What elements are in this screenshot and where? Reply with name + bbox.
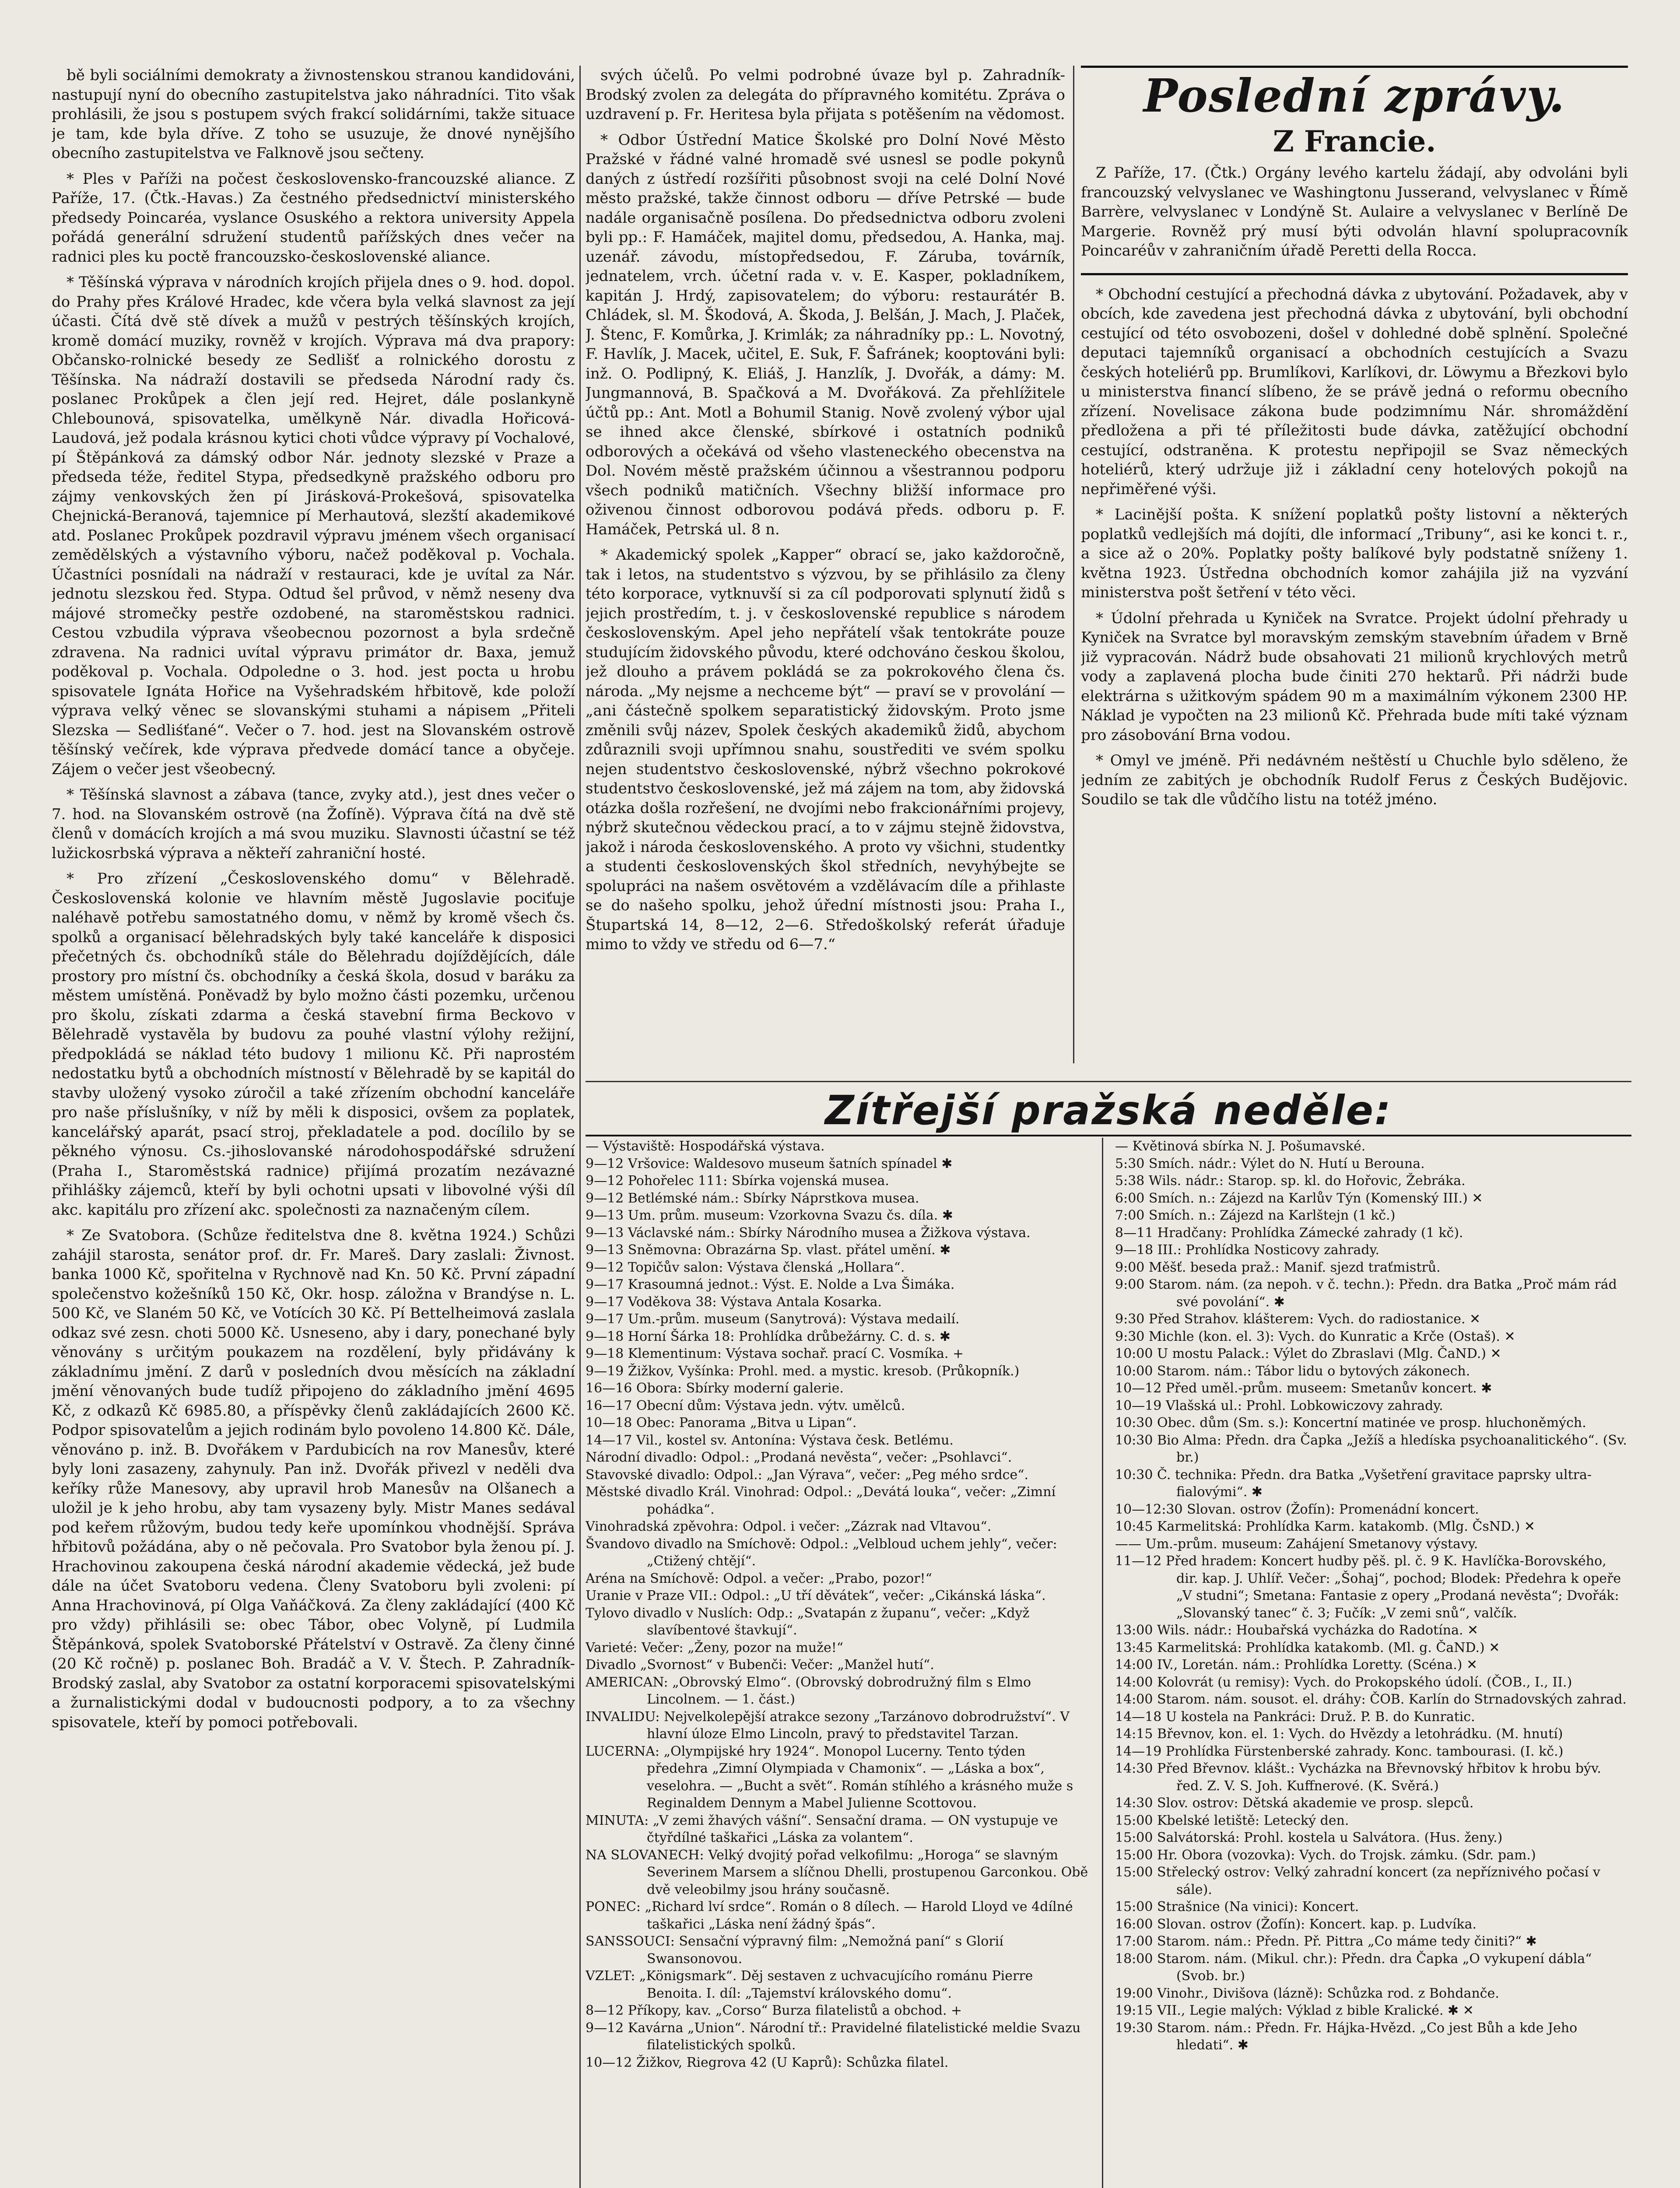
- program-entry: 14—17 Vil., kostel sv. Antonína: Výstava česk. Betlému.: [586, 1432, 954, 1448]
- program-entry: 9:30 Michle (kon. el. 3): Vych. do Kunratic a Krče (Ostaš). ✕: [1115, 1329, 1515, 1344]
- program-entry: 10—12 Žižkov, Riegrova 42 (U Kaprů): Schůzka filatel.: [586, 2055, 949, 2070]
- article: bě byli sociálními demokraty a živnostenskou stranou kandidováni, nastupují nyní do obecního zastupitelstva jako náhradníci. Tito však prohlásili, že jsou s postupem svých frakcí solidárními, takže situace je tam, kde byla dříve. Z toho se usuzuje, že dnové nynějšího obecního zastupitelstva ve Falknově jsou sečteny.: [52, 67, 575, 162]
- program-entry: 16:00 Slovan. ostrov (Žofín): Koncert. kap. p. Ludvíka.: [1115, 1916, 1477, 1932]
- latest-news-subtitle: Z Francie.: [1273, 124, 1436, 158]
- article: * Pro zřízení „Československého domu“ v Bělehradě. Československá kolonie ve hlavním městě Jugoslavie pociťuje naléhavě potřebu samostatného domu, v němž by kromě všech čs. spolků a organisací bělehradských byly také kanceláře k disposici přečetných čs. obchodníků stále do Bělehradu dojíždějících, dále prostory pro místní čs. obchodníky a česká škola, dosud v baráku za městem umístěná. Poněvadž by bylo možno části pozemku, určenou pro školu, získati zdarma a česká stavební firma Beckovo v Bělehradě vystavěla by budovu za pouhé vlastní výlohy režijní, předpokládá se náklad této budovy 1 milionu Kč. Při naprostém nedostatku bytů a obchodních místností v Bělehradě by se kapitál do stavby uložený vysoko zúročil a také zřízením obchodní kanceláře pro naše příslušníky, v níž by měli k disposici, ovšem za poplatek, kancelářský aparát, psací stroj, překladatele a pod. docílilo by se pěkného výnosu. Cs.-jihoslovanské národohospodářské sdružení (Praha I., Staroměstská radnice) přijímá prozatím nezávazné přihlášky zájemců, kteří by byli ochotni upsati v libovolné výši díl akc. kapitálu pro zřízení akc. společnosti za naznačeným cílem.: [52, 870, 575, 1219]
- program-entry: 9—17 Voděkova 38: Výstava Antala Kosarka.: [586, 1294, 882, 1310]
- program-entry: 9—18 Horní Šárka 18: Prohlídka drůbežárny. C. d. s. ✱: [586, 1329, 950, 1344]
- program-entry: 19:00 Vinohr., Divišova (lázně): Schůzka rod. z Bohdanče.: [1115, 1985, 1499, 2001]
- program-entry: — Květinová sbírka N. J. Pošumavské.: [1115, 1139, 1366, 1154]
- program-entry: 14:30 Před Břevnov. klášt.: Vycházka na Břevnovský hřbitov k hrobu býv. řed. Z. V. S. Joh. Kuffnerové. (K. Svěrá.): [1115, 1761, 1601, 1794]
- program-entry: 14:00 Starom. nám. sousot. el. dráhy: ČOB. Karlín do Strnadovských zahrad.: [1115, 1692, 1627, 1707]
- program-entry: Varieté: Večer: „Ženy, pozor na muže!“: [586, 1640, 844, 1655]
- program-entry: 9—17 Um.-prům. museum (Sanytrová): Výstava medailí.: [586, 1311, 960, 1327]
- program-entry: 15:00 Salvátorská: Prohl. kostela u Salvátora. (Hus. ženy.): [1115, 1830, 1503, 1845]
- program-entry: 9:30 Před Strahov. klášterem: Vych. do radiostanice. ✕: [1115, 1311, 1481, 1327]
- program-entry: 14—19 Prohlídka Fürstenberské zahrady. Konc. tambourasi. (I. kč.): [1115, 1743, 1564, 1759]
- latest-news-section: [1081, 66, 1628, 1063]
- program-entry: 9—12 Topičův salon: Výstava členská „Hollara“.: [586, 1259, 905, 1275]
- article: * Ze Svatobora. (Schůze ředitelstva dne 8. května 1924.) Schůzi zahájil starosta, senátor prof. dr. Fr. Mareš. Dary zaslali: Živnost. banka 1000 Kč, spořitelna v Rychnově nad Kn. 50 Kč. První západní společenstvo kožešníků 150 Kč, Okr. hosp. záložna v Brandýse n. L. 500 Kč, ve Slaném 50 Kč, ve Votících 30 Kč. Pí Bettelheimová zaslala odkaz své zesn. choti 5000 Kč. Usneseno, aby i dary, ponechané byly věnovány s určitým poukazem na rozdělení, byly přidávány k základnímu jmění. Z darů v posledních dvou měsících na základní jmění věnovaných bude tudíž připojeno do základního jmění 4695 Kč, z odkazů Kč 6985.80, a příspěvky členů zakládajících 2600 Kč. Podpor spisovatelům a jejich rodinám bylo povoleno 14.800 Kč. Dále, věnováno p. inž. B. Dvořákem v Pardubicích na rov Manesův, které byly loni zasazeny, zahynuly. Pan inž. Dvořák přivezl v neděli dva keříky růže Manesovy, aby upravil hrob Manesův na Olšanech a uložil je k jeho hrobu, aby tam vysazeny byly. Mistr Manes sedával pod keřem růžovým, budou tedy keře upomínkou vhodnější. Správa hřbitovů požádána, aby o ně pečovala. Pro Svatobor byla ženou pí. J. Hrachovinou zakoupena česká národní akademie vědecká, jež bude dále na účet Svatoboru vedena. Členy Svatoboru byli zvoleni: pí Anna Hrachovinová, pí Olga Vaňáčková. Za členy zakládající (400 Kč pro vždy) přihlásili se: obec Tábor, obec Volyně, pí Ludmila Štěpánková, spolek Svatoborské Přátelství v Ostravě. Za členy činné (20 Kč ročně) p. poslanec Boh. Bradáč a V. V. Štech. P. Zahradník-Brodský zaslal, aby Svatobor za ostatní korporacemi spisovatelskými a žurnalistickými dodal v budoucnosti podpory, a to za všechny spisovatele, kteří by pomoci potřebovali.: [52, 1227, 575, 1731]
- program-entry: 5:30 Smích. nádr.: Výlet do N. Hutí u Berouna.: [1115, 1156, 1425, 1171]
- program-entry: NA SLOVANECH: Velký dvojitý pořad velkofilmu: „Horoga“ se slavným Severinem Marsem a slíčnou Dhelli, prostupenou Garconkou. Obě dvě veleobilmy jsou hrány současně.: [586, 1847, 1088, 1897]
- program-entry: 13:00 Wils. nádr.: Houbařská vycházka do Radotína. ✕: [1115, 1623, 1479, 1638]
- program-entry: 15:00 Kbelské letiště: Letecký den.: [1115, 1813, 1349, 1828]
- article: * Odbor Ústřední Matice Školské pro Dolní Nové Město Pražské v řádné valné hromadě své usnesl se podle pokynů daných z ústředí rozšířiti působnost svoji na celé Dolní Nové město pražské, takže činnost odboru — dříve Petrské — bude nadále organisačně posílena. Do předsednictva odboru zvoleni byli pp.: F. Hamáček, majitel domu, předsedou, A. Hanka, maj. uzenář. závodu, místopředsedou, F. Záruba, továrník, jednatelem, vrch. účetní rada v. v. E. Kasper, pokladníkem, kapitán J. Hrdý, zapisovatelem; do výboru: restaurátér B. Chládek, sl. M. Škodová, A. Škoda, J. Belšán, J. Mach, J. Plaček, J. Štenc, F. Komůrka, J. Krimlák; za náhradníky pp.: L. Novotný, F. Havlík, J. Macek, učitel, E. Suk, F. Šafránek; kooptováni byli: inž. O. Podlipný, K. Eliáš, J. Hanzlík, J. Dvořák, a dámy: M. Jungmannová, B. Spačková a M. Dvořáková. Za přehlížitele účtů pp.: Ant. Motl a Bohumil Stanig. Nově zvolený výbor ujal se ihned akce členské, sbírkové i ostatních podniků odborových a očekává od všeho vlasteneckého obecenstva na Dol. Novém městě pražském účinnou a všestrannou podporu všech podniků matičních. Všechny bližší informace pro oživenou činnost odborovou podává předs. odboru p. F. Hamáček, Petrská ul. 8 n.: [586, 131, 1065, 538]
- program-entry: 15:00 Střelecký ostrov: Velký zahradní koncert (za nepříznivého počasí v sále).: [1115, 1865, 1600, 1897]
- program-entry: 10:45 Karmelitská: Prohlídka Karm. katakomb. (Mlg. ČsND.) ✕: [1115, 1519, 1535, 1534]
- program-entry: 10—12 Před uměl.-prům. museem: Smetanův koncert. ✱: [1115, 1381, 1492, 1396]
- program-entry: 9:00 Starom. nám. (za nepoh. v č. techn.): Předn. dra Batka „Proč mám rád své povolání“. ✱: [1115, 1277, 1617, 1310]
- program-entry: 8—12 Příkopy, kav. „Corso“ Burza filatelistů a obchod. +: [586, 2003, 962, 2018]
- column-divider: [579, 66, 581, 2188]
- program-entry: 13:45 Karmelitská: Prohlídka katakomb. (Ml. g. ČaND.) ✕: [1115, 1640, 1500, 1655]
- program-entry: 7:00 Smích. n.: Zájezd na Karlštejn (1 kč.): [1115, 1208, 1396, 1223]
- program-entry: 9—18 III.: Prohlídka Nosticovy zahrady.: [1115, 1242, 1380, 1258]
- program-entry: 11—12 Před hradem: Koncert hudby pěš. pl. č. 9 K. Havlíčka-Borovského, dir. kap. J. Uhlíř. Večer: „Šohaj“, pochod; Blodek: Předehra k opeře „V studni“; Smetana: Fantasie z opery „Prodaná nevěsta“; Dvořák: „Slovanský tanec“ č. 3; Fučík: „V zemi snů“, valčík.: [1115, 1553, 1621, 1621]
- program-entry: 9:00 Měšť. beseda praž.: Manif. sjezd traťmistrů.: [1115, 1259, 1441, 1275]
- program-entry: 18:00 Starom. nám. (Mikul. chr.): Předn. dra Čapka „O vykupení dábla“ (Svob. br.): [1115, 1951, 1592, 1984]
- program-entry: 19:15 VII., Legie malých: Výklad z bible Kralické. ✱ ✕: [1115, 2003, 1474, 2018]
- program-entry: Národní divadlo: Odpol.: „Prodaná nevěsta“, večer: „Psohlavci“.: [586, 1450, 1012, 1465]
- program-entry: Švandovo divadlo na Smíchově: Odpol.: „Velbloud uchem jehly“, večer: „Ctižený chtějí“.: [586, 1536, 1057, 1569]
- program-entry: — Výstaviště: Hospodářská výstava.: [586, 1139, 825, 1154]
- program-entry: 10:30 Bio Alma: Předn. dra Čapka „Ježíš a hledíska psychoanalitického“. (Sv. br.): [1115, 1432, 1627, 1465]
- program-entry: 10—18 Obec: Panorama „Bitva u Lipan“.: [586, 1415, 857, 1431]
- column-left: [52, 66, 575, 2188]
- latest-news-header: [1081, 66, 1628, 275]
- program-entry: 9—13 Um. prům. museum: Vzorkovna Svazu čs. díla. ✱: [586, 1208, 953, 1223]
- program-entry: 9—12 Pohořelec 111: Sbírka vojenská musea.: [586, 1173, 889, 1189]
- program-entry: 10:30 Obec. dům (Sm. s.): Koncertní matinée ve prosp. hluchoněmých.: [1115, 1415, 1586, 1431]
- program-entry: 17:00 Starom. nám.: Předn. Př. Pittra „Co máme tedy činiti?“ ✱: [1115, 1934, 1537, 1949]
- program-entry: 9—18 Klementinum: Výstava sochař. prací C. Vosmíka. +: [586, 1346, 964, 1361]
- news-item: * Údolní přehrada u Kyniček na Svratce. Projekt údolní přehrady u Kyniček na Svratce byl moravským zemským stavebním úřadem v Brně již vypracován. Nádrž bude obsahovati 21 milionů krychlových metrů vody a zaplavená plocha bude činiti 270 hektarů. Při nádrži bude elektrárna s užitkovým spádem 90 m a maximálním výkonem 2300 HP. Náklad je vypočten na 23 milionů Kč. Přehrada bude míti také význam pro zásobování Brna vodou.: [1081, 609, 1628, 744]
- latest-news-lead: Z Paříže, 17. (Čtk.) Orgány levého kartelu žádají, aby odvoláni byli francouzský velvyslanec ve Washingtonu Jusserand, velvyslanec v Římě Barrère, velvyslanec v Londýně St. Aulaire a velvyslanec v Berlíně De Margerie. Rovněž prý musí býti odvolán hlavní spolupracovník Poincaréův v zahraničním úřadě Peretti della Rocca.: [1081, 164, 1628, 259]
- article: * Ples v Paříži na počest československo-francouzské aliance. Z Paříže, 17. (Čtk.-Havas.) Za čestného předsednictví ministerského předsedy Poincaréa, vyslance Osuského a rektora university Appela pořádá generální sdružení studentů pařížských dnes večer na radnici ples ku poctě francouzsko-československé aliance.: [52, 170, 575, 266]
- program-entry: 8—11 Hradčany: Prohlídka Zámecké zahrady (1 kč).: [1115, 1225, 1463, 1241]
- program-entry: 9—12 Vršovice: Waldesovo museum šatních spínadel ✱: [586, 1156, 953, 1171]
- program-entry: 9—17 Krasoumná jednot.: Výst. E. Nolde a Lva Šimáka.: [586, 1277, 955, 1292]
- column-middle: [586, 66, 1065, 1063]
- article: * Akademický spolek „Kapper“ obrací se, jako každoročně, tak i letos, na studentstvo s výzvou, by se přihlásilo za členy této korporace, vytknuvší si za cíl podporovati splynutí židů s jejich prostředím, t. j. v československé republice s národem československým. Apel jeho nepřátelí však tentokráte pouze studujícím židovského původu, které odchováno českou školou, jež dlouho a právem pokládá se za pokrokového člena čs. národa. „My nejsme a nechceme být“ — praví se v provolání — „ani částečně spolkem separatistický židovským. Proto jsme změnili svůj název, Spolek českých akademiků židů, abychom zdůraznili svoji upřímnou snahu, soustřediti ve svém spolku nejen studentstvo československé, nýbrž všechno pokrokové studentstvo československé, jež má zájem na tom, aby židovská otázka došla rozřešení, ne dvojími nebo frakcionářními projevy, nýbrž skutečnou vědeckou prací, a to v zájmu stejně židovstva, jakož i národa československého. A proto vy všichni, studentky a studenti československých škol středních, nevyhýbejte se spolupráci na našem osvětovém a vzdělávacím díle a přihlaste se do našeho spolku, jehož úřední místnosti jsou: Praha I., Štupartská 14, 8—12, 2—6. Středoškolský referát úřaduje mimo to vždy ve středu od 6—7.“: [586, 546, 1065, 953]
- news-item: * Omyl ve jméně. Při nedávném neštěstí u Chuchle bylo sděleno, že jedním ze zabitých je obchodník Rudolf Ferus z Českých Budějovic. Soudilo se tak dle vůdčího listu na totéž jméno.: [1081, 752, 1628, 808]
- program-entry: Divadlo „Svornost“ v Bubenči: Večer: „Manžel hutí“.: [586, 1657, 934, 1673]
- program-entry: 10:00 Starom. nám.: Tábor lidu o bytových zákonech.: [1115, 1363, 1470, 1379]
- program-entry: 5:38 Wils. nádr.: Starop. sp. kl. do Hořovic, Žebráka.: [1115, 1173, 1466, 1189]
- program-entry: INVALIDU: Nejvelkolepější atrakce sezony „Tarzánovo dobrodružství“. V hlavní úloze Elmo Lincoln, pravý to představitel Tarzan.: [586, 1709, 1070, 1742]
- program-entry: 19:30 Starom. nám.: Předn. Fr. Hájka-Hvězd. „Co jest Bůh a kde Jeho hledati“. ✱: [1115, 2020, 1578, 2053]
- program-entry: 14:00 IV., Loretán. nám.: Prohlídka Loretty. (Scéna.) ✕: [1115, 1657, 1478, 1673]
- program-entry: 14—18 U kostela na Pankráci: Druž. P. B. do Kunratic.: [1115, 1709, 1475, 1725]
- program-left-list: [586, 1138, 1089, 2188]
- section-divider: [586, 1081, 1631, 1082]
- program-entry: 10—19 Vlašská ul.: Prohl. Lobkowiczovy zahrady.: [1115, 1398, 1443, 1413]
- program-entry: AMERICAN: „Obrovský Elmo“. (Obrovský dobrodružný film s Elmo Lincolnem. — 1. část.): [586, 1674, 1031, 1707]
- program-entry: —— Um.-prům. museum: Zahájení Smetanovy výstavy.: [1115, 1536, 1478, 1552]
- program-entry: VZLET: „Königsmark“. Děj sestaven z uchvacujícího románu Pierre Benoita. I. díl: „Tajemství královského domu“.: [586, 1968, 1033, 2001]
- program-entry: 14:00 Kolovrát (u remisy): Vych. do Prokopského údolí. (ČOB., I., II.): [1115, 1674, 1572, 1690]
- program-entry: 15:00 Hr. Obora (vozovka): Vych. do Trojsk. zámku. (Sdr. pam.): [1115, 1847, 1536, 1863]
- latest-news-title: Poslední zprávy.: [1143, 69, 1566, 123]
- program-entry: Vinohradská zpěvohra: Odpol. i večer: „Zázrak nad Vltavou“.: [586, 1519, 992, 1534]
- program-entry: Stavovské divadlo: Odpol.: „Jan Výrava“, večer: „Peg mého srdce“.: [586, 1467, 1029, 1483]
- program-entry: 10:00 U mostu Palack.: Výlet do Zbraslavi (Mlg. ČaND.) ✕: [1115, 1346, 1501, 1361]
- article: * Těšínská výprava v národních krojích přijela dnes o 9. hod. dopol. do Prahy přes Králové Hradec, kde včera byla velká slavnost za její účasti. Čítá dvě stě dívek a mužů v pestrých těšínských krojích, kromě domácí muziky, rovněž v krojích. Výprava má dva prapory: Občansko-rolnické besedy ze Sedlišť a rolnického dorostu z Těšínska. Na nádraží dostavili se předseda Národní rady čs. poslanec Prokůpek a člen její red. Hejret, dále poslankyně Chlebounová, spisovatelka, umělkyně Nár. divadla Hořicová-Laudová, jež podala krásnou kytici choti vůdce výpravy pí Vochalové, pí Štěpánková za dámský odbor Nár. jednoty slezské v Praze a předseda téže, ředitel Stypa, předsedkyně pražského odboru pro zájmy venkovských žen pí Jirásková-Prokešová, spisovatelka Chejnická-Beranová, tajemnice pí Merhautová, slezští akademikové atd. Poslanec Prokůpek pozdravil výpravu jménem všech organisací zemědělských a výstavního výboru, načež poděkoval p. Vochala. Účastníci posnídali na nádraží v restauraci, kde je uvítal za Nár. jednotu slezskou řed. Stypa. Odtud šel průvod, v němž neseny dva májové stromečky pestře ozdobené, na staroměstskou radnici. Cestou vzbudila výprava všeobecnou pozornost a byla srdečně zdravena. Na radnici uvítal výpravu primátor dr. Baxa, jemuž poděkoval p. Vochala. Odpoledne o 3. hod. jest pocta u hrobu spisovatele Ignáta Hořice na Vyšehradském hřbitově, kde položí výprava velký věnec se slovanskými stuhami a nápisem „Přiteli Slezska — Sedliśťané“. Večer o 7. hod. jest na Slovanském ostrově těšínský večírek, kde výprava předvede domácí tance a obyčeje. Zájem o večer jest všeobecný.: [52, 274, 575, 778]
- sunday-program-title: Zítřejší pražská neděle:: [586, 1087, 1631, 1136]
- program-entry: 9—19 Žižkov, Vyšínka: Prohl. med. a mystic. kresob. (Průkopník.): [586, 1363, 1020, 1379]
- program-entry: 16—16 Obora: Sbírky moderní galerie.: [586, 1381, 844, 1396]
- program-entry: Městské divadlo Král. Vinohrad: Odpol.: „Devátá louka“, večer: „Zimní pohádka“.: [586, 1484, 1056, 1517]
- article: * Těšínská slavnost a zábava (tance, zvyky atd.), jest dnes večer o 7. hod. na Slovanském ostrově (na Žofíně). Výprava čítá na dvě stě členů v domácích krojích a má svou muziku. Slavnosti účastní se též lužickosrbská výprava a někteří zahraniční hosté.: [52, 786, 575, 862]
- program-right-list: [1115, 1138, 1631, 2188]
- program-entry: PONEC: „Richard lví srdce“. Román o 8 dílech. — Harold Lloyd ve 4dílné taškařici „Láska není žádný špás“.: [586, 1899, 1073, 1932]
- program-entry: Uranie v Praze VII.: Odpol.: „U tří děvátek“, večer: „Cikánská láska“.: [586, 1588, 1046, 1603]
- column-divider: [1102, 1138, 1103, 2188]
- news-item: * Obchodní cestující a přechodná dávka z ubytování. Požadavek, aby v obcích, kde zavedena jest přechodná dávka z ubytování, byli obchodní cestující od této osvobozeni, došel v dohledné době splnění. Společné deputaci tajemníků organisací a obchodních cestujících a Svazu českých hoteliérů pp. Brumlíkovi, Karlíkovi, dr. Löwymu a Březkovi bylo u ministerstva financí slíbeno, že se právě jedná o reformu obecního zřízení. Novelisace zákona bude podzimnímu Nár. shromáždění předložena a při té příležitosti bude dávka, zatěžující obchodní cestující, odstraněna. K protestu nepřipojil se Svaz německých hoteliérů, který udržuje již i základní ceny hotelových pokojů na nepřiměřené výši.: [1081, 285, 1628, 498]
- program-entry: 16—17 Obecní dům: Výstava jedn. výtv. umělců.: [586, 1398, 905, 1413]
- program-entry: Aréna na Smíchově: Odpol. a večer: „Prabo, pozor!“: [586, 1571, 932, 1586]
- sunday-program-section: [586, 1076, 1631, 2188]
- program-entry: 14:15 Břevnov, kon. el. 1: Vych. do Hvězdy a letohrádku. (M. hnutí): [1115, 1726, 1563, 1742]
- program-entry: 9—13 Sněmovna: Obrazárna Sp. vlast. přátel umění. ✱: [586, 1242, 951, 1258]
- program-entry: 9—13 Václavské nám.: Sbírky Národního musea a Žižkova výstava.: [586, 1225, 1031, 1241]
- program-entry: 6:00 Smích. n.: Zájezd na Karlův Týn (Komenský III.) ✕: [1115, 1190, 1483, 1206]
- program-entry: 15:00 Strašnice (Na vinici): Koncert.: [1115, 1899, 1359, 1914]
- program-entry: 10—12:30 Slovan. ostrov (Žofín): Promenádní koncert.: [1115, 1501, 1479, 1517]
- program-entry: 14:30 Slov. ostrov: Dětská akademie ve prosp. slepců.: [1115, 1795, 1474, 1811]
- article: svých účelů. Po velmi podrobné úvaze byl p. Zahradník-Brodský zvolen za delegáta do přípravného komitétu. Zpráva o uzdravení p. Fr. Heritesa byla přijata s potěšením na vědomost.: [586, 67, 1065, 123]
- column-divider: [1073, 66, 1074, 1063]
- program-entry: 9—12 Kavárna „Union“. Národní tř.: Pravidelné filatelistické meldie Svazu filatelistických spolků.: [586, 2020, 1081, 2053]
- program-entry: Tylovo divadlo v Nuslích: Odp.: „Svatapán z županu“, večer: „Když slavíbentové štavkují“.: [586, 1605, 1030, 1638]
- program-entry: 10:30 Č. technika: Předn. dra Batka „Vyšetření gravitace paprsky ultra-fialovými“. ✱: [1115, 1467, 1592, 1500]
- program-entry: MINUTA: „V zemi žhavých vášní“. Sensační drama. — ON vystupuje ve čtyřdílné taškařici „Láska za volantem“.: [586, 1813, 1058, 1845]
- news-item: * Lacinější pošta. K snížení poplatků pošty listovní a některých poplatků vedlejších má dojíti, dle informací „Tribuny“, asi ke konci t. r., a sice až o 20%. Poplatky pošty balíkové byly podstatně sníženy 1. května 1923. Ústředna obchodních komor zahájila již na vyzvání ministerstva pošt šetření v této věci.: [1081, 506, 1628, 601]
- program-entry: SANSSOUCI: Sensační výpravný film: „Nemožná paní“ s Glorií Swansonovou.: [586, 1934, 1003, 1967]
- program-entry: 9—12 Betlémské nám.: Sbírky Náprstkova musea.: [586, 1190, 919, 1206]
- program-entry: LUCERNA: „Olympijské hry 1924“. Monopol Lucerny. Tento týden předehra „Zimní Olympiada v Chamonix“. — „Láska a box“, veselohra. — „Bucht a svět“. Román stíhlého a krásného muže s Reginaldem Dennym a Mabel Julienne Scottovou.: [586, 1743, 1073, 1811]
